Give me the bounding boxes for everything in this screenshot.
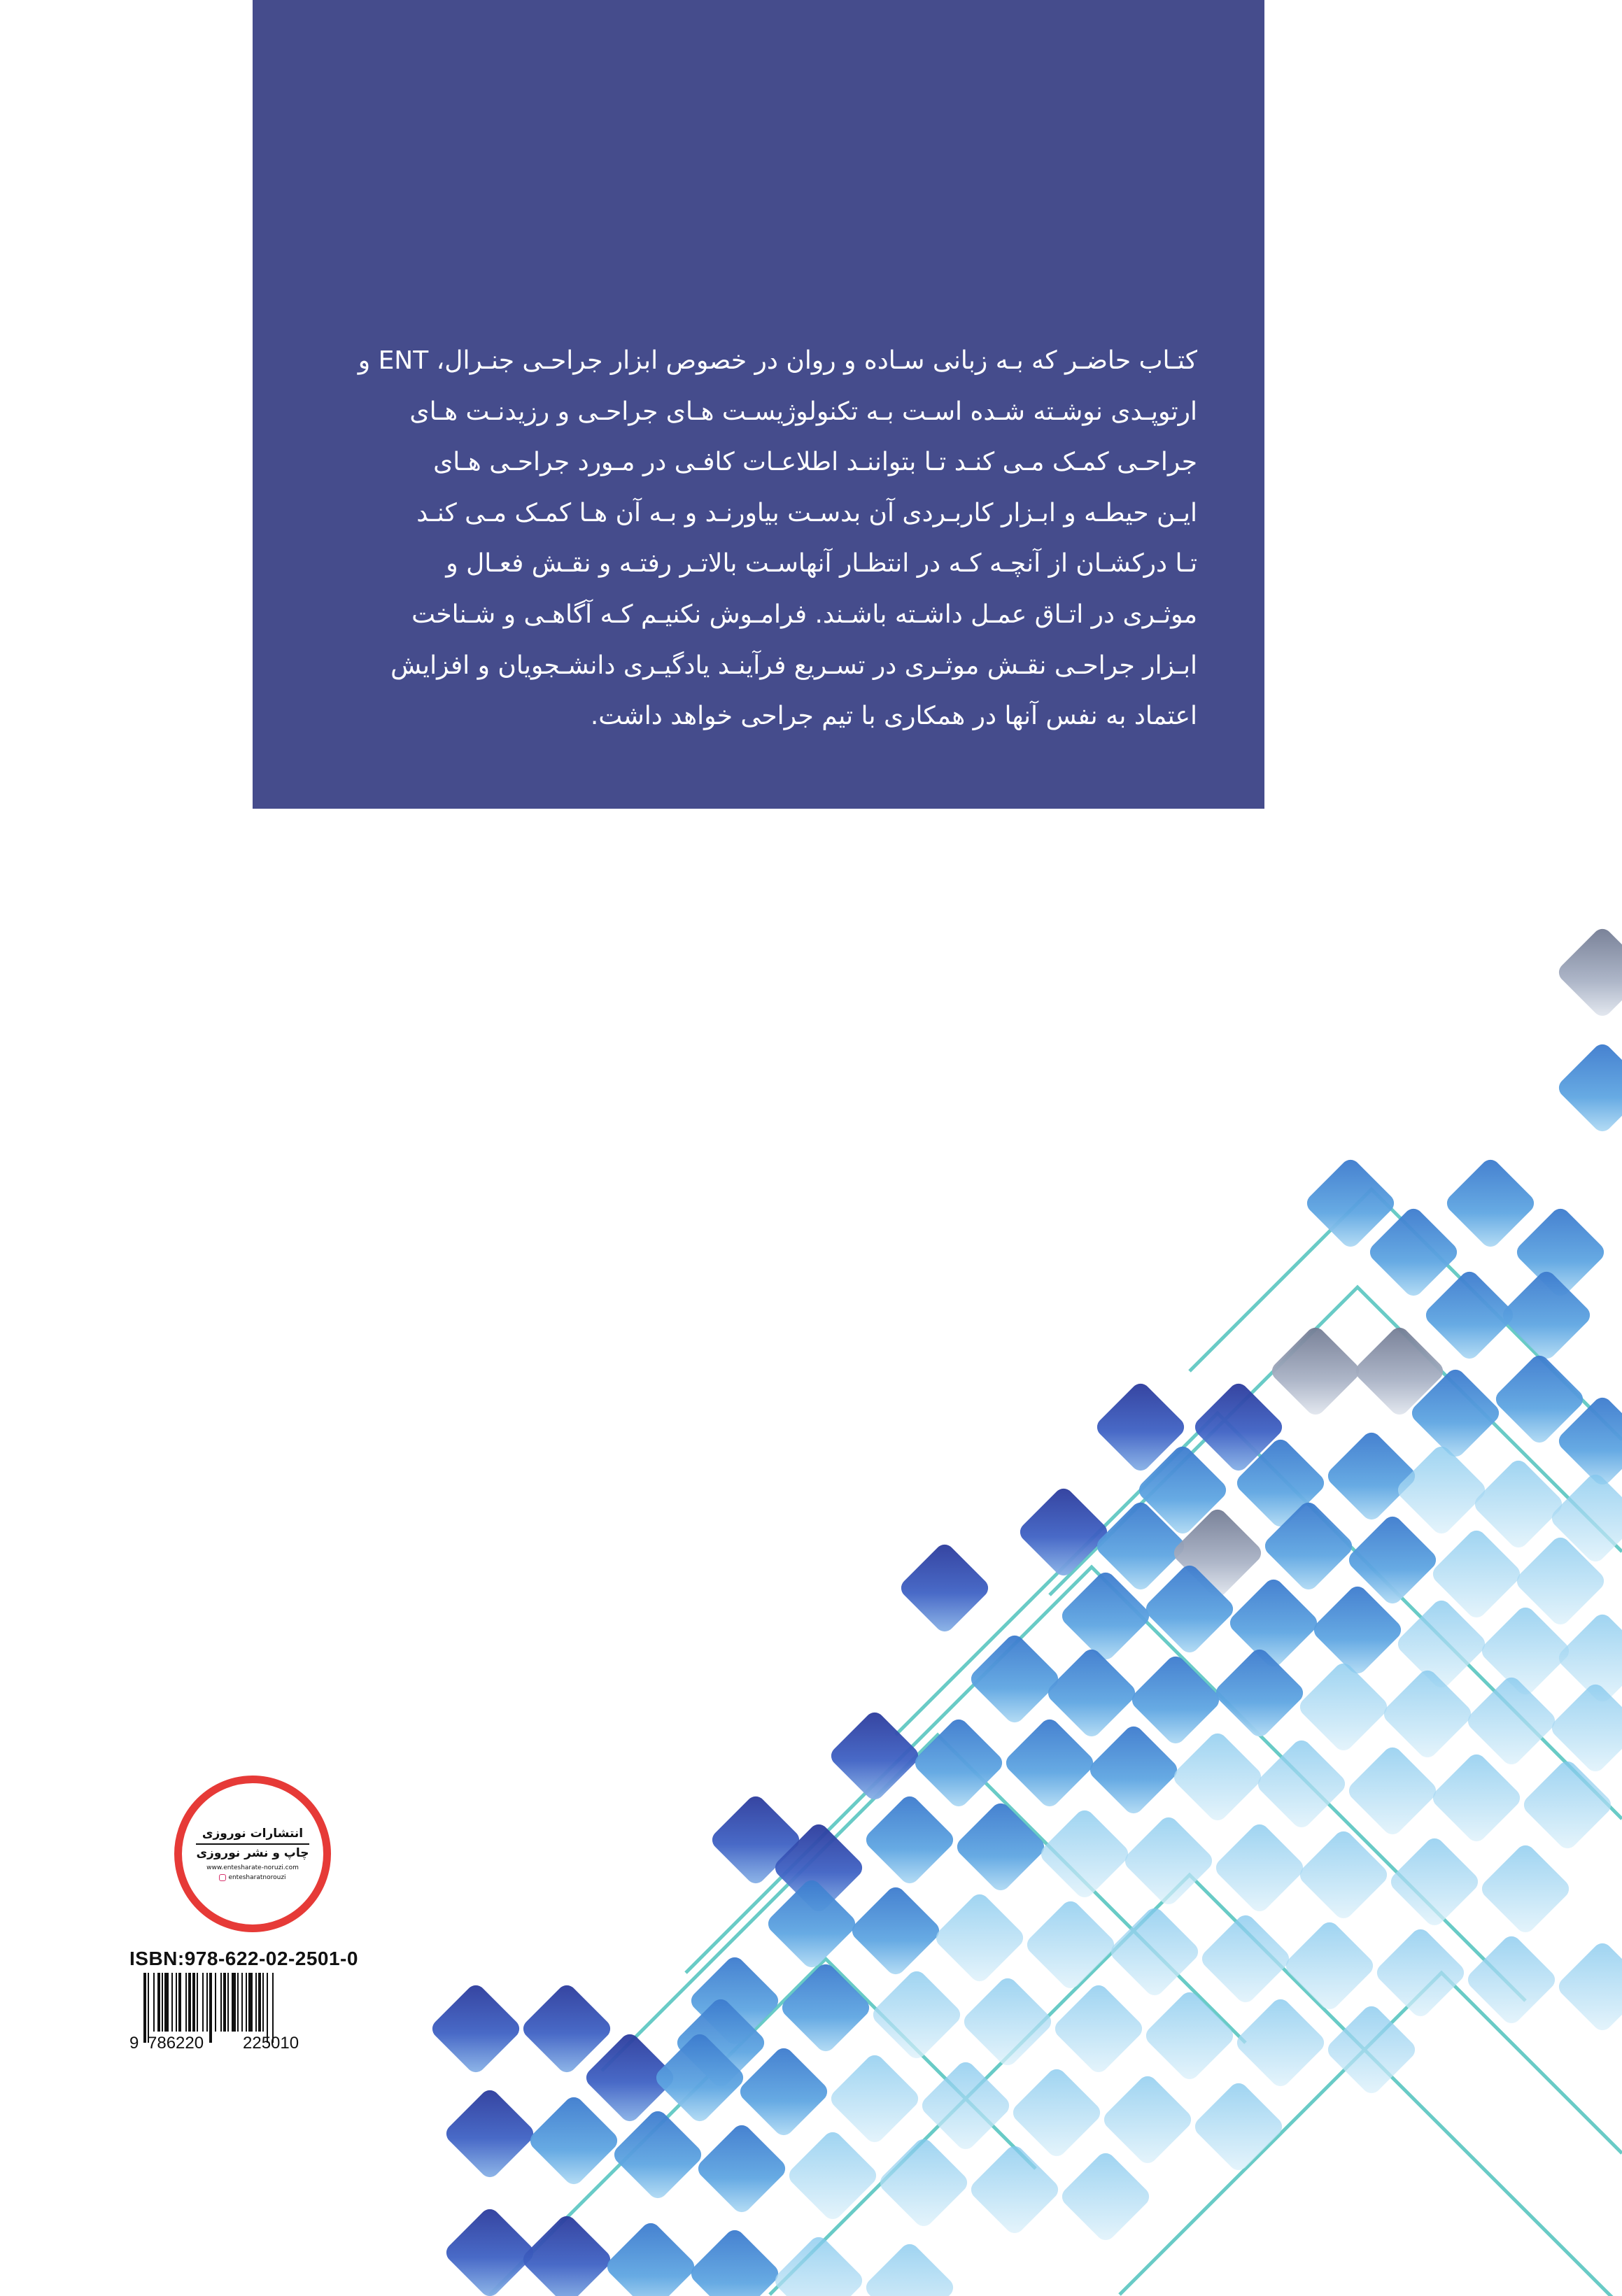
diamond-tile: [967, 1631, 1062, 1727]
diamond-tile: [1520, 1757, 1615, 1852]
barcode-bar: [192, 1973, 195, 2032]
blurb-line: کتـاب حاضـر که بـه زبانی سـاده و روان در خصوص ابزار جراحـی جنـرال، ENT و: [358, 346, 1197, 375]
barcode-bar: [241, 1973, 243, 2032]
barcode-bar: [171, 1973, 173, 2032]
diamond-tile: [1380, 1666, 1475, 1762]
diamond-tile: [1212, 1645, 1307, 1741]
diamond-tile: [1016, 1484, 1111, 1580]
diamond-tile: [1037, 1806, 1132, 1901]
barcode-bar: [157, 1973, 160, 2032]
diamond-tile: [1282, 1918, 1377, 2013]
barcode-bar: [272, 1973, 274, 2043]
blurb-line: ابـزار جراحـی نقـش موثـری در تسـریع فرآینـد یادگیـری دانشـجویان و افزایش: [390, 651, 1197, 680]
diamond-tile: [771, 2233, 866, 2296]
blurb-line: اعتماد به نفس آنها در همکاری با تیم جراحی خواهد داشت.: [590, 702, 1197, 731]
diamond-tile: [1233, 1995, 1328, 2090]
diamond-tile: [694, 2121, 789, 2216]
blurb-line: ارتوپـدی نوشـته شـده اسـت بـه تکنولوژیسـت هـای جراحـی و رزیدنـت هـای: [409, 397, 1197, 426]
diamond-tile: [1170, 1729, 1265, 1824]
diamond-tile: [603, 2219, 698, 2296]
diamond-tile: [862, 2240, 957, 2296]
barcode: [129, 1973, 332, 2051]
blurb-line: ایـن حیطـه و ابـزار کاربـردی آن بدسـت بیاورنـد و بـه آن هـا کمـک مـی کنـد: [416, 498, 1197, 527]
barcode-bar: [215, 1973, 216, 2032]
diamond-tile: [1296, 1659, 1391, 1755]
barcode-bar: [162, 1973, 163, 2032]
publisher-website: www.entesharate-noruzi.com: [206, 1864, 299, 1871]
diamond-tile: [778, 1960, 873, 2055]
barcode-bar: [148, 1973, 149, 2043]
blurb-line: جراحـی کمـک مـی کنـد تـا بتواننـد اطلاعـات کافـی در مـورد جراحـی هـای: [433, 448, 1197, 477]
barcode-bar: [143, 1973, 146, 2043]
diamond-tile: [932, 1890, 1027, 1985]
publisher-name: انتشارات نوروزی: [202, 1827, 304, 1841]
diamond-tile: [1478, 1841, 1573, 1936]
diamond-tile: [1324, 2002, 1419, 2097]
barcode-bar: [262, 1973, 264, 2032]
barcode-bar: [267, 1973, 268, 2043]
diamond-tile: [1464, 1673, 1559, 1769]
diamond-tile: [785, 2128, 880, 2223]
diamond-tile: [1198, 1911, 1293, 2006]
diamond-tile: [1345, 1743, 1440, 1838]
diamond-tile: [960, 1974, 1055, 2069]
barcode-bar: [223, 1973, 226, 2032]
diamond-tile: [1009, 2065, 1104, 2160]
diamond-tile: [1464, 1932, 1559, 2027]
diamond-tile: [918, 2058, 1013, 2153]
barcode-bar: [209, 1973, 212, 2043]
isbn-label: ISBN:978-622-02-2501-0: [129, 1948, 358, 1969]
barcode-bar: [248, 1973, 253, 2032]
diamond-tile: [827, 2051, 922, 2146]
diamond-tile: [862, 1792, 957, 1887]
diamond-tile: [1373, 1925, 1468, 2020]
diamond-tile: [967, 2142, 1062, 2237]
barcode-digit-lead: 9: [129, 2034, 139, 2051]
publisher-seal: [174, 1776, 331, 1932]
diamond-tile: [1443, 1156, 1538, 1251]
diamond-tile: [1268, 1324, 1363, 1419]
diamond-tile: [1499, 1268, 1594, 1363]
diamond-tile: [911, 1715, 1006, 1810]
publisher-subtitle: چاپ و نشر نوروزی: [196, 1843, 309, 1860]
diamond-tile: [428, 1981, 523, 2076]
diamond-tile: [1100, 2072, 1195, 2167]
barcode-bar: [220, 1973, 222, 2032]
barcode-bar: [197, 1973, 198, 2032]
barcode-bar: [206, 1973, 208, 2032]
diamond-tile: [1142, 1988, 1237, 2083]
diamond-tile: [1191, 2079, 1286, 2174]
diamond-tile: [1226, 1575, 1321, 1671]
instagram-icon: [219, 1874, 226, 1881]
blurb-line: موثـری در اتـاق عمـل داشـته باشـند. فرامـوش نکنیـم کـه آگاهـی و شـناخت: [411, 600, 1197, 629]
diamond-tile: [1254, 1736, 1349, 1831]
barcode-bar: [153, 1973, 155, 2032]
diamond-tile: [1555, 1939, 1622, 2034]
diamond-tile: [764, 1876, 859, 1971]
diamond-tile: [897, 1540, 992, 1636]
diamond-tile: [1422, 1268, 1517, 1363]
diamond-tile: [1023, 1897, 1118, 1992]
diamond-tile: [1555, 1040, 1622, 1135]
diamond-tile: [526, 2093, 621, 2188]
diamond-tile: [848, 1883, 943, 1978]
diamond-tile: [1429, 1750, 1524, 1845]
diamond-tile: [876, 2135, 971, 2230]
barcode-bar: [202, 1973, 204, 2032]
diamond-tile: [1324, 1429, 1419, 1524]
barcode-bar: [176, 1973, 177, 2032]
diamond-tile: [1296, 1827, 1391, 1922]
diamond-tile: [610, 2107, 705, 2202]
diamond-tile: [1394, 1443, 1489, 1538]
barcode-bar: [178, 1973, 181, 2032]
diamond-tile: [1555, 925, 1622, 1020]
barcode-digits-left: 786220: [148, 2034, 204, 2051]
diamond-tile: [519, 2212, 614, 2296]
blurb-line: تـا درکشـان از آنچـه کـه در انتظـار آنهاسـت بالاتـر رفتـه و نقـش فعـال و: [446, 549, 1197, 579]
diamond-tile: [1121, 1813, 1216, 1908]
barcode-bar: [246, 1973, 247, 2032]
diamond-tile: [442, 2086, 537, 2181]
barcode-bar: [237, 1973, 239, 2032]
barcode-digits-right: 225010: [243, 2034, 299, 2051]
barcode-bar: [232, 1973, 236, 2032]
barcode-bar: [164, 1973, 169, 2032]
publisher-instagram: [219, 1874, 285, 1881]
diamond-tile: [1058, 2149, 1153, 2244]
diamond-tile: [869, 1967, 964, 2062]
diamond-tile: [1212, 1820, 1307, 1915]
barcode-bar: [185, 1973, 187, 2032]
barcode-bar: [227, 1973, 229, 2032]
barcode-bar: [255, 1973, 257, 2032]
diamond-tile: [1387, 1834, 1482, 1929]
instagram-handle: entesharatnorouzi: [228, 1874, 286, 1881]
diamond-tile: [442, 2205, 537, 2296]
barcode-bar: [258, 1973, 261, 2032]
barcode-bar: [188, 1973, 191, 2032]
diamond-tile: [953, 1799, 1048, 1894]
diamond-tile: [687, 2226, 782, 2296]
diamond-tile: [1051, 1981, 1146, 2076]
